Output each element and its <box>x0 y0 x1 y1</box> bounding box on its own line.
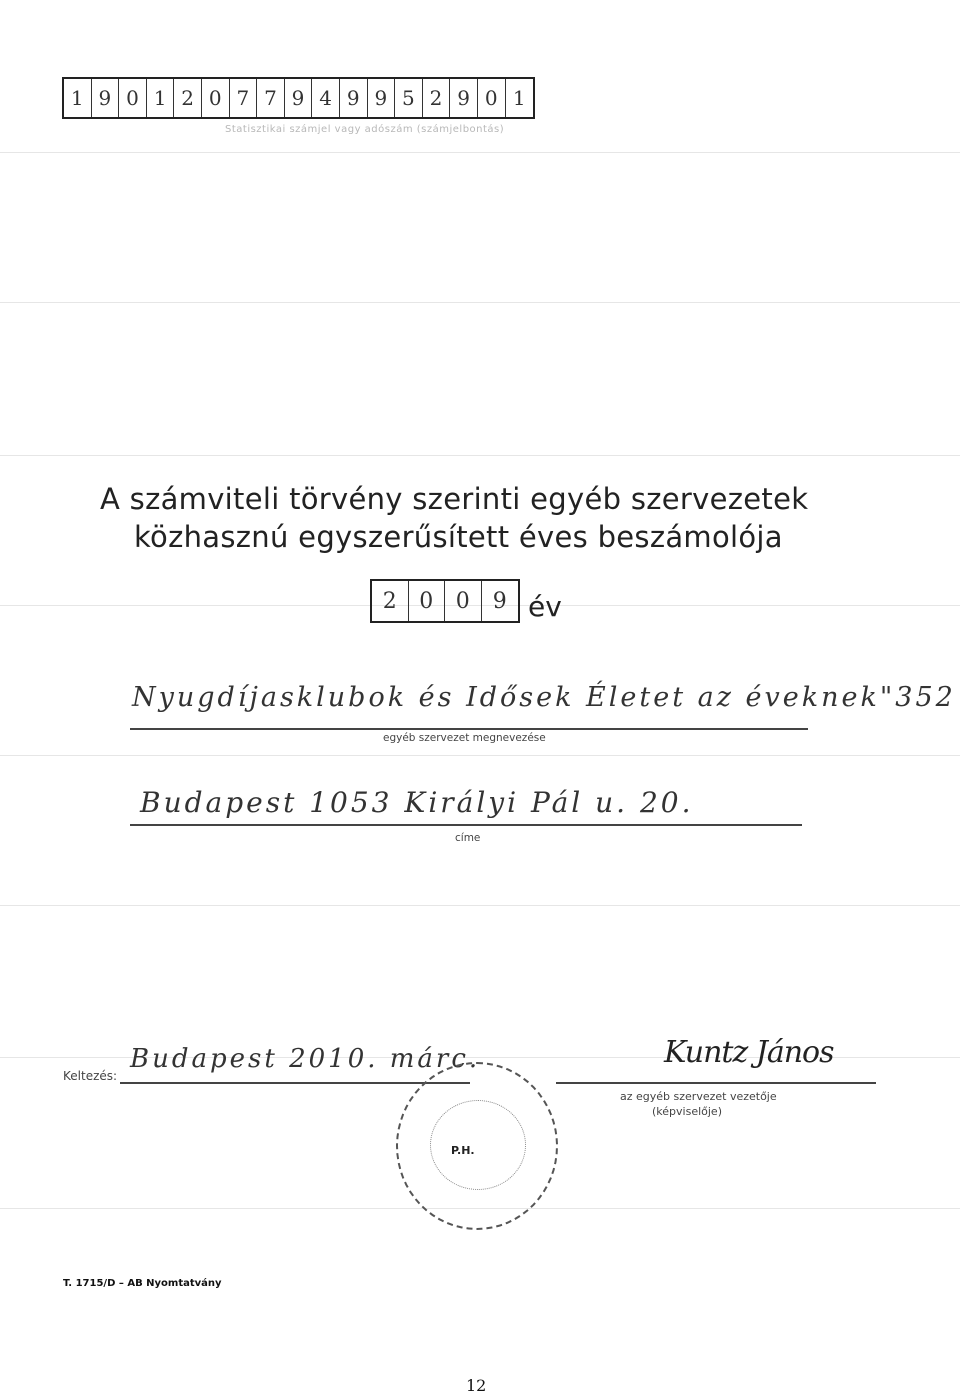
organization-name: Nyugdíjasklubok és Idősek Életet az éveknek"352 <box>132 682 956 713</box>
title-line-1: A számviteli törvény szerinti egyéb szervezetek <box>100 482 809 516</box>
stat-digit: 1 <box>64 79 92 117</box>
stat-digit: 0 <box>202 79 230 117</box>
year-digit: 0 <box>409 581 446 621</box>
official-stamp-inner-ring <box>430 1100 526 1190</box>
stat-number-boxes <box>62 77 535 119</box>
stat-digit: 7 <box>257 79 285 117</box>
organization-underline <box>130 728 808 730</box>
address-underline <box>130 824 802 826</box>
organization-caption: egyéb szervezet megnevezése <box>383 732 546 744</box>
stat-digit: 9 <box>450 79 478 117</box>
address-value: Budapest 1053 Királyi Pál u. 20. <box>140 786 694 819</box>
year-boxes <box>370 579 520 623</box>
stat-digit: 4 <box>312 79 340 117</box>
stat-digit: 9 <box>92 79 120 117</box>
dating-value: Budapest 2010. márc. <box>130 1044 481 1074</box>
leader-signature: Kuntz János <box>664 1035 834 1070</box>
address-caption: címe <box>455 832 481 844</box>
dating-label: Keltezés: <box>63 1069 118 1083</box>
stat-digit: 1 <box>512 86 526 110</box>
stat-number-caption: Statisztikai számjel vagy adószám (számjelbontás) <box>225 124 505 135</box>
title-line-2: közhasznú egyszerűsített éves beszámolója <box>134 520 783 554</box>
stat-digit: 9 <box>340 79 368 117</box>
stat-digit: 2 <box>174 79 202 117</box>
stat-digit: 2 <box>423 79 451 117</box>
stamp-text: P.H. <box>451 1144 475 1157</box>
leader-caption-2: (képviselője) <box>652 1105 722 1118</box>
leader-caption-1: az egyéb szervezet vezetője <box>620 1090 777 1103</box>
stat-digit: 9 <box>285 79 313 117</box>
stat-digit: 0 <box>478 79 506 117</box>
stat-digit: 5 <box>395 79 423 117</box>
dating-underline <box>120 1082 470 1084</box>
stat-digit: 9 <box>368 79 396 117</box>
year-suffix: év <box>528 590 562 623</box>
stat-digit: 0 <box>119 79 147 117</box>
form-code: T. 1715/D – AB Nyomtatvány <box>63 1278 222 1289</box>
signature-underline <box>556 1082 876 1084</box>
year-digit: 9 <box>492 588 507 614</box>
page-number: 12 <box>466 1376 487 1395</box>
year-digit: 2 <box>372 581 409 621</box>
stat-digit: 7 <box>230 79 258 117</box>
stat-digit: 1 <box>147 79 175 117</box>
year-digit: 0 <box>445 581 482 621</box>
